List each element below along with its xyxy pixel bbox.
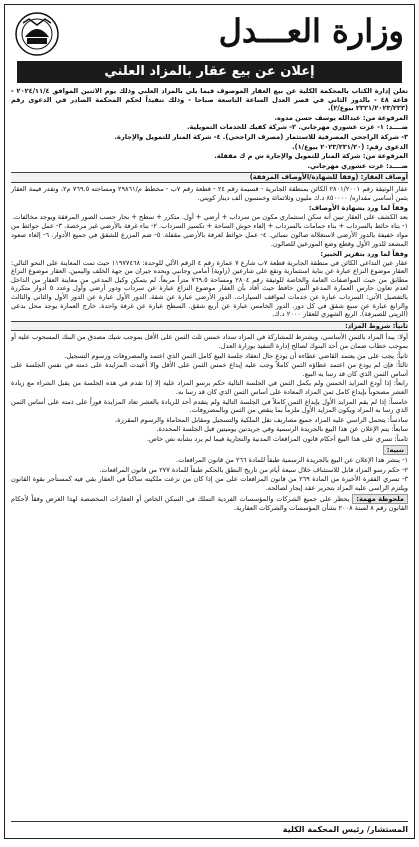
note-item: ٢- حكم رسو المزاد قابل للاستئناف خلال سبعة أيام من تاريخ النطق بالحكم طبقاً للمادة ٢٧٧ من قانون المرافعات. [99, 465, 408, 474]
term-item: خامساً: إذا لم يقم المزايد الأول بإيداع الثمن كاملاً في الجلسة التالية ولم يتقدم أحد للزيادة بالعشر تعاد المزايدة فوراً على ذمته على أساس الثمن الذي رسا به المزاد ويكون المزايد الأول ملزماً بما ينقص من الثمن وبالمصروفات. [11, 397, 408, 415]
note-item: ٣- تسري الفقرة الأخيرة من المادة ٢٦٩ من قانون المرافعات على من إذا كان من نزعت ملكيته ساكناً في العقار بقي فيه كمستأجر بقوة القانون ويلتزم الراسي عليه المزاد بتحرير عقد إيجار لصالحه. [11, 475, 408, 492]
announcement-body [5, 87, 414, 513]
announcement-banner: إعلان عن بيع عقار بالمزاد العلني [17, 61, 402, 83]
term-item: سابعاً: يتم الإعلان عن هذا البيع بالجريدة الرسمية وفي جريدتين يوميتين قبل الجلسة المحددة. [156, 425, 408, 434]
parties-block [11, 114, 408, 171]
ministry-title: وزارة العـــدل [218, 12, 404, 50]
description-heading: أوصاف العقار: (وفقاً للشهادة/الأوصاف المرفقة) [11, 172, 408, 183]
signature-line: المستشار/ رئيس المحكمة الكلية [11, 821, 408, 834]
land-survey-heading: وفقاً لما ورد بشهادة الأوصاف: [308, 204, 408, 213]
expert-heading: وفقاً لما ورد بتقرير الخبير: [320, 250, 408, 259]
important-label: ملحوظة مهمة: [352, 494, 408, 505]
term-item: ثامناً: تسري على هذا البيع أحكام قانون المرافعات المدنية والتجارية فيما لم يرد بشأنه نص خاص. [146, 434, 408, 443]
term-item: رابعاً: إذا أودع المزايد الخمس ولم يكمل الثمن في الجلسة التالية حكم برسو المزاد عليه إلا إذا تقدم في هذه الجلسة من يقبل الشراء مع زيادة العشر مصحوباً بإيداع كامل ثمن المزاد المعادة على أساس الثمن الذي كان قد رسا به. [11, 379, 408, 396]
term-item: ثانياً: يجب على من يعتمد القاضي عطاءه أن يودع حال انعقاد جلسة البيع كامل الثمن الذي اعتمد والمصروفات ورسوم التسجيل. [64, 351, 408, 360]
important-text: يحظر على جميع الشركات والمؤسسات الفردية التملك في السكن الخاص أو العقارات المخصصة لهذا الغرض وفقاً لأحكام القانون رقم ٨ لسنة ٢٠٠٨ بشأن المؤسسات والشركات العقارية. [11, 494, 408, 513]
intro-text: تعلن إدارة الكتاب بالمحكمة الكلية عن بيع العقار الموصوف فيما يلي بالمزاد العلني وذلك يوم الاثنين الموافق ٢٠٢٤/١١/٤ - قاعة ٤٨ - بالدور الثاني في قصر العدل الساعة التاسعة صباحا - وذلك تنفيذاً لحكم المحكمة الصادر في الدعوى رقم (٢٣٢١/٢٠٢٣/٢٣٣ بيوع/٢). [11, 87, 408, 113]
announcement-page [4, 4, 415, 839]
header [5, 5, 414, 61]
term-item: ثالثاً: فإن لم يودع من اعتمد عطاؤه الثمن كاملاً وجب عليه إيداع خمس الثمن على الأقل وإلا أعيدت المزايدة على ذمته في نفس الجلسة على أساس الثمن الذي كان قد رسا به البيع. [11, 361, 408, 378]
party-line: ٣- شركة الراجحي المصرفية للاستثمار (مصرف الراجحي). ٤- شركة المنار للتمويل والإجارة. [114, 132, 408, 141]
violations-text: ١- بناء حائط بالسرداب + بناء حمامات بالسرداب + إلغاء حوش الساحة + تكسير السرداب. ٢- بناء غرفة بالأرضي غير مرخصة. ٣- عمل حوائط من مواد خفيفة بالدور الأرضي لاستغلاله صالون نسائي. ٤- عمل حوائط لغرفة بالأرضي مقفلة. ٥- ضم المزرع للشقق في جميع الأدوار. ٦- إلغاء صعود المصعد للدور الأول وقطع وضع الموزعين للصالون. [11, 222, 409, 248]
note-item: ١- ينشر هذا الإعلان عن البيع بالجريدة الرسمية طبقاً للمادة ٢٦٦ من قانون المرافعات. [176, 456, 408, 465]
terms-heading: ثانياً: شروط المزاد: [11, 321, 408, 332]
notes-label: تنبيه: [383, 445, 408, 456]
party-line: ضــــد: ١- عزت عشوري مهرجاني. ٢- شركة كفيك للخدمات التمويلية. [187, 123, 408, 132]
party-line: الدعوى رقم: (٢٠٢٣/٢٣١/٢٠ بيوع/١). [292, 142, 408, 151]
party-line: المرفوعة من: عبدالله يوسف حسن مدوه. [274, 113, 408, 122]
party-line: ضــــد: عزت عشوري مهرجاني. [307, 161, 408, 170]
term-item: سادساً: يتحمل الراسي عليه المزاد جميع مصاريف نقل الملكية والتسجيل ومقابل المحاماة والرسوم المقررة. [114, 415, 408, 424]
party-line: المرفوعة من: شركة المنار للتمويل والإجارة ش م ك مقفلة. [214, 152, 408, 161]
kuwait-emblem-icon [13, 11, 61, 57]
land-survey-text: بعد الكشف على العقار تبين أنه سكن استثماري مكون من سرداب + أرضي + أول. متكرر + سطح + بحار حسب الصور المرفقة ويوجد مخالفات. [12, 212, 408, 221]
expert-text: عقار عين التداعي الكائن في منطقة الجابرية قطعة ٧ب شارع ٧ عمارة رقم ٤ الرقم الآلي للوحدة: ١١٩٧٧٤٦٨ حيث تمت المعاينة على النحو التالي: العقار موضوع النزاع عبارة عن بناية استثمارية وتقع على شارعين (زاوية) أمامي وجانبي ويحده جيران من جهة الخلف واليمين. العقار موضوع النزاع مطابق من حيث المواصفات العامة والخاصة للوثيقة رقم ٢٨٠٤ ومساحة ٧٦٩.٥ متراً مربعاً. لم يتمكن وكيل المدعي من معاينة العقار من الداخل لعدم تعاون حارس العمارة المدعو آلبين حافظ حيث أفاد بأن العقار موضوع النزاع عبارة عن سرداب ودور أرضي وأول وعدد ٥ أدوار متكررة بالتفصيل الآتي: السرداب عبارة عن خدمات لمواقف السيارات. الدور الأرضي عبارة عن شقة. الدور الأول عبارة عن الدور الأول والثاني والثالث والرابع عبارة عن سبع شقق في كل دور. الدور الخامس عبارة عن أربع شقق. السطح عبارة عن غرفة واحدة. خارج العمارة يوجد محل بدعي (الزيتي للصيرفة). الريع الشهري للعقار ٢٠٠٠ د.ك. [11, 258, 408, 319]
property-description: عقار الوثيقة رقم ٢٨٠١/٢٠٠١ الكائن بمنطقة الجابرية - قسيمة رقم ٢٤ - قطعة رقم ٧ب - مخطط م/٢٩٨٦١ ومساحته ٧٦٩.٥ م٢، وتقدر قيمة العقار بثمن أساسي مقداره/ ٨٥٠٠٠٠ د.ك مليون وثلاثمائة وخمسون ألف دينار كويتي. [11, 184, 409, 202]
term-item: أولا: يبدأ المزاد بالثمن الأساسي، ويشترط للمشاركة في المزاد سداد خمس ثلث الثمن على الأقل بموجب شيك مصدق من البنك المسحوب عليه أو بموجب خطاب ضمان من أحد البنوك لصالح إدارة التنفيذ بوزارة العدل. [11, 333, 408, 351]
